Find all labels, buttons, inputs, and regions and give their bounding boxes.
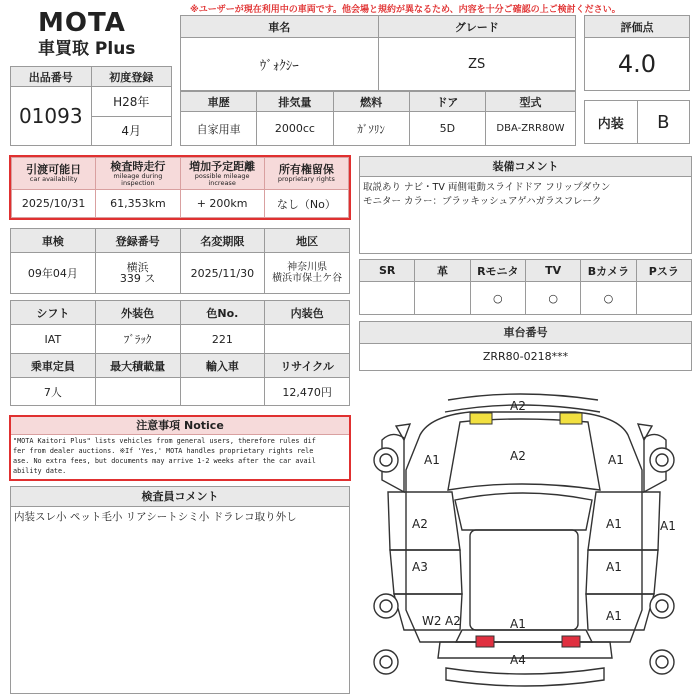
increase-value: + 200km xyxy=(180,190,264,218)
grade-value: ZS xyxy=(378,38,576,91)
color-no-label: 色No. xyxy=(180,301,265,325)
option-header: TV xyxy=(525,260,580,282)
equipment-line2: モニター カラー：ブラッキッシュアゲハガラスフレーク xyxy=(363,196,602,207)
area-label: 地区 xyxy=(265,229,350,253)
vehicle-name-table xyxy=(180,15,576,91)
model-value: DBA-ZRR80W xyxy=(486,112,576,146)
label-left-rear-a3: A3 xyxy=(412,560,428,574)
fuel-value: ｶﾞｿﾘﾝ xyxy=(333,112,409,146)
option-header: SR xyxy=(360,260,415,282)
fuel-label: 燃料 xyxy=(333,92,409,112)
shaken-value: 09年04月 xyxy=(11,253,96,294)
score-table xyxy=(584,15,690,91)
label-right-rear-a1: A1 xyxy=(606,560,622,574)
interior-value: B xyxy=(637,101,690,144)
import-label: 輸入車 xyxy=(180,354,265,378)
max-load-value xyxy=(95,378,180,406)
history-label: 車歴 xyxy=(181,92,257,112)
shaken-label: 車検 xyxy=(11,229,96,253)
shift-label: シフト xyxy=(11,301,96,325)
label-left-front-a1: A1 xyxy=(424,453,440,467)
chassis-title: 車台番号 xyxy=(360,322,691,344)
option-header: Pスラ xyxy=(636,260,691,282)
label-bumper-a4: A4 xyxy=(510,653,526,667)
label-right-edge-a1: A1 xyxy=(660,519,676,533)
interior-label: 内装 xyxy=(585,101,638,144)
first-reg-label: 初度登録 xyxy=(91,67,172,87)
logo-subtitle: 車買取 Plus xyxy=(38,39,136,59)
chassis-value: ZRR80-0218*** xyxy=(482,350,569,363)
option-value: ○ xyxy=(525,282,580,315)
mileage-label: 検査時走行 mileage during inspection xyxy=(96,158,180,190)
score-label: 評価点 xyxy=(585,16,690,38)
equipment-line1: 取説あり ナビ・TV 両側電動スライドドア フリップダウン xyxy=(363,182,611,193)
rights-value: なし（No） xyxy=(264,190,348,218)
option-value xyxy=(415,282,470,315)
first-reg-year: H28年 xyxy=(91,87,172,117)
mota-logo xyxy=(38,8,178,62)
specs-row-table xyxy=(180,91,576,146)
capacity-label: 乗車定員 xyxy=(11,354,96,378)
color-no-value: 221 xyxy=(180,325,265,354)
plate-value: 横浜 339 ス xyxy=(95,253,180,294)
notice-title: 注意事項 Notice xyxy=(11,417,349,435)
status-table xyxy=(11,157,349,218)
rights-label: 所有権留保 proprietary rights xyxy=(264,158,348,190)
lot-value: 01093 xyxy=(11,87,92,146)
label-hood-a2: A2 xyxy=(510,449,526,463)
avail-value: 2025/10/31 xyxy=(12,190,96,218)
notice-body: "MOTA Kaitori Plus" lists vehicles from general users, therefore rules dif fer from dealer auctions. ※If 'Yes,' MOTA handles proprietary rights rele ase. No extra fees, but documents may arrive 1-2 weeks after the car avail ability date. xyxy=(13,437,316,475)
lot-label: 出品番号 xyxy=(11,67,92,87)
chassis-box xyxy=(359,321,692,371)
interior-color-label: 内装色 xyxy=(265,301,350,325)
recycle-value: 12,470円 xyxy=(265,378,350,406)
label-left-door-a2: A2 xyxy=(412,517,428,531)
option-header: Bカメラ xyxy=(581,260,636,282)
rear-right-lamp xyxy=(562,636,580,647)
option-header: Rモニタ xyxy=(470,260,525,282)
options-table xyxy=(359,259,692,315)
mileage-value: 61,353km xyxy=(96,190,180,218)
displacement-label: 排気量 xyxy=(257,92,333,112)
capacity-value: 7人 xyxy=(11,378,96,406)
history-value: 自家用車 xyxy=(181,112,257,146)
label-rear-a1: A1 xyxy=(510,617,526,631)
shift-value: IAT xyxy=(11,325,96,354)
exterior-label: 外装色 xyxy=(95,301,180,325)
logo-brand: MOTA xyxy=(38,8,126,38)
option-header: 革 xyxy=(415,260,470,282)
lot-table xyxy=(10,66,172,146)
registration-table xyxy=(10,228,350,294)
grade-label: グレード xyxy=(378,16,576,38)
max-load-label: 最大積載量 xyxy=(95,354,180,378)
exterior-value: ﾌﾞﾗｯｸ xyxy=(95,325,180,354)
label-right-front-a1: A1 xyxy=(608,453,624,467)
doors-label: ドア xyxy=(409,92,485,112)
name-change-value: 2025/11/30 xyxy=(180,253,265,294)
car-name-label: 車名 xyxy=(181,16,379,38)
interior-table xyxy=(584,100,690,144)
inspector-comment: 内装スレ小 ペット毛小 リアシートシミ小 ドラレコ取り外し xyxy=(14,511,297,523)
car-name-value: ｳﾞｫｸｼｰ xyxy=(181,38,379,91)
area-value: 神奈川県 横浜市保土ケ谷 xyxy=(265,253,350,294)
label-right-qtr-a1: A1 xyxy=(606,609,622,623)
top-notice: ※ユーザーが現在利用中の車両です。他会場と規約が異なるため、内容を十分ご確認の上ご検討ください。 xyxy=(190,5,621,15)
inspector-title: 検査員コメント xyxy=(11,487,349,507)
notice-box xyxy=(9,415,351,481)
avail-label: 引渡可能日 car availability xyxy=(12,158,96,190)
label-right-door-a1: A1 xyxy=(606,517,622,531)
car-damage-diagram xyxy=(360,380,692,694)
import-value xyxy=(180,378,265,406)
doors-value: 5D xyxy=(409,112,485,146)
specs-table xyxy=(10,300,350,406)
option-value: ○ xyxy=(581,282,636,315)
interior-color-value xyxy=(265,325,350,354)
front-left-lamp xyxy=(470,413,492,424)
equipment-title: 装備コメント xyxy=(360,157,691,177)
displacement-value: 2000cc xyxy=(257,112,333,146)
equipment-box xyxy=(359,156,692,254)
label-front-a2: A2 xyxy=(510,399,526,413)
rear-left-lamp xyxy=(476,636,494,647)
front-right-lamp xyxy=(560,413,582,424)
name-change-label: 名変期限 xyxy=(180,229,265,253)
label-w2: W2 xyxy=(422,614,442,628)
inspector-box xyxy=(10,486,350,694)
plate-label: 登録番号 xyxy=(95,229,180,253)
first-reg-month: 4月 xyxy=(91,116,172,146)
option-value xyxy=(360,282,415,315)
option-value: ○ xyxy=(470,282,525,315)
recycle-label: リサイクル xyxy=(265,354,350,378)
option-value xyxy=(636,282,691,315)
label-left-qtr-a2: A2 xyxy=(445,614,461,628)
increase-label: 増加予定距離 possible mileage increase xyxy=(180,158,264,190)
score-value: 4.0 xyxy=(585,38,690,91)
model-label: 型式 xyxy=(486,92,576,112)
status-box xyxy=(9,155,351,220)
